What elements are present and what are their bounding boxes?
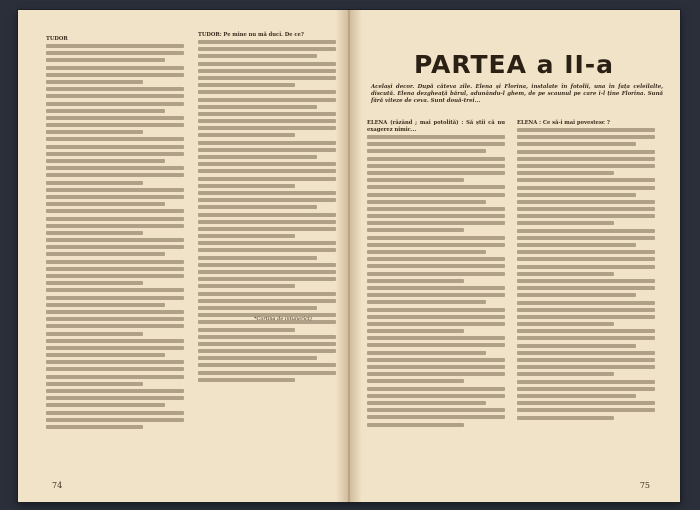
part-title: PARTEA a II-a bbox=[413, 50, 615, 79]
left-page-column-2 bbox=[198, 32, 336, 385]
dialogue-cue: ELENA (râzând ; mai potolită) : Să știi că nu exagerez nimic... bbox=[367, 120, 505, 133]
left-page bbox=[18, 10, 349, 502]
dialogue-cue: TUDOR: Pe mine nu mă duci. De ce? bbox=[198, 32, 304, 38]
curtain-note: *Cortina de intunerict) bbox=[254, 316, 312, 322]
stage-direction: Același decor. După câteva zile. Elena și Florina, instalate în fotolii, una în fața celeilalte, discută. Elena dezgheață bărul, adunându-l ghem, de pe scaunul pe care i-l ține Florina. Sună fără viteze de ceva. Sunt două-trei... bbox=[371, 84, 663, 105]
right-page-column-1 bbox=[367, 120, 505, 430]
right-page-column-2 bbox=[517, 120, 655, 423]
page-number: 75 bbox=[639, 481, 650, 490]
book-spread bbox=[18, 10, 680, 502]
left-page-column-1 bbox=[46, 36, 184, 432]
right-page bbox=[349, 10, 680, 502]
dialogue-cue: TUDOR bbox=[46, 36, 68, 42]
page-number: 74 bbox=[52, 481, 63, 490]
dialogue-cue: ELENA : Ce să-i mai povestesc ? bbox=[517, 120, 610, 126]
